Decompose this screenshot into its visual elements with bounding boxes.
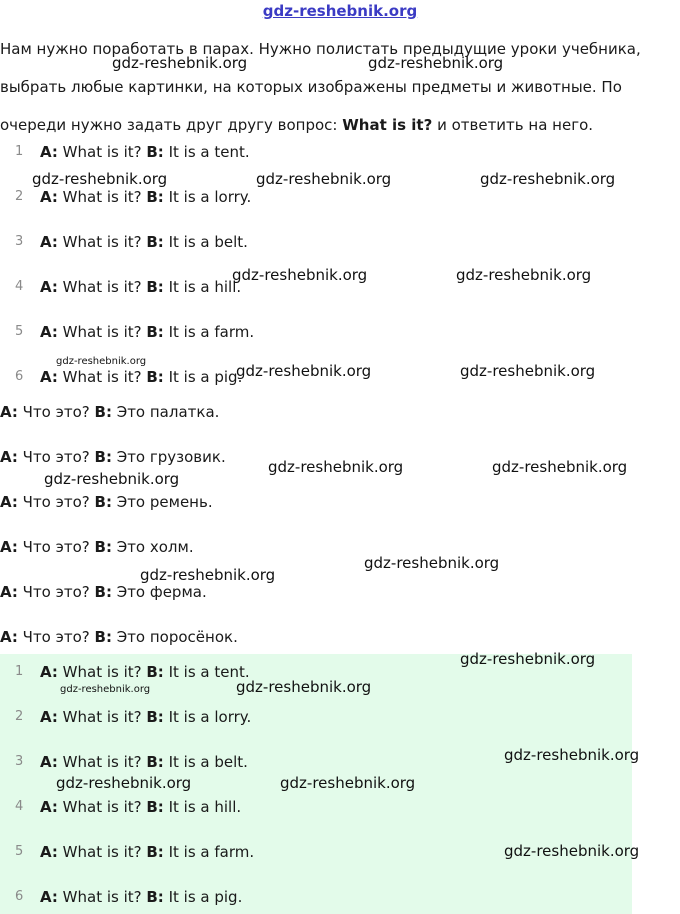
question-text: What is it? <box>57 188 147 206</box>
item-number: 4 <box>15 799 24 814</box>
speaker-b: B: <box>146 233 164 251</box>
speaker-b: B: <box>94 583 112 601</box>
speaker-a: A: <box>40 278 58 296</box>
question-text: What is it? <box>57 233 147 251</box>
question-text: What is it? <box>57 143 147 161</box>
watermark-text: gdz-reshebnik.org <box>504 746 640 764</box>
watermark-text: gdz-reshebnik.org <box>460 650 596 668</box>
watermark-text: gdz-reshebnik.org <box>368 54 504 72</box>
speaker-a: A: <box>40 708 58 726</box>
item-number: 5 <box>15 844 24 859</box>
watermark-text: gdz-reshebnik.org <box>232 266 368 284</box>
speaker-a: A: <box>40 843 58 861</box>
speaker-a: A: <box>40 368 58 386</box>
speaker-a: A: <box>40 323 58 341</box>
question-text: Что это? <box>17 493 95 511</box>
speaker-b: B: <box>146 753 164 771</box>
translation-item <box>0 625 238 649</box>
watermark-text: gdz-reshebnik.org <box>112 54 248 72</box>
dialogue-line <box>40 705 251 729</box>
watermark-text: gdz-reshebnik.org <box>236 678 372 696</box>
speaker-b: B: <box>94 538 112 556</box>
speaker-b: B: <box>146 188 164 206</box>
intro-text-2: и ответить на него. <box>432 116 594 134</box>
speaker-b: B: <box>146 663 164 681</box>
answer-text: Это ферма. <box>111 583 207 601</box>
dialogue-line <box>40 275 241 299</box>
answer-text: It is a hill. <box>163 278 242 296</box>
watermark-text: gdz-reshebnik.org <box>44 470 180 488</box>
question-text: What is it? <box>57 753 147 771</box>
dialogue-line <box>40 365 242 389</box>
answer-text: It is a pig. <box>163 368 243 386</box>
speaker-a: A: <box>40 188 58 206</box>
item-number: 1 <box>15 144 24 159</box>
question-text: What is it? <box>57 798 147 816</box>
question-text: Что это? <box>17 583 95 601</box>
watermark-text: gdz-reshebnik.org <box>236 362 372 380</box>
answer-text: It is a tent. <box>163 663 250 681</box>
answer-text: It is a hill. <box>163 798 242 816</box>
answer-text: It is a farm. <box>163 843 255 861</box>
answer-text: Это ремень. <box>111 493 213 511</box>
watermark-text: gdz-reshebnik.org <box>492 458 628 476</box>
item-number: 1 <box>15 664 24 679</box>
translation-item <box>0 490 213 514</box>
watermark-text: gdz-reshebnik.org <box>60 684 151 695</box>
question-text: What is it? <box>57 708 147 726</box>
task-instructions <box>0 30 678 144</box>
speaker-b: B: <box>94 628 112 646</box>
watermark-text: gdz-reshebnik.org <box>56 774 192 792</box>
speaker-b: B: <box>146 143 164 161</box>
item-number: 2 <box>15 189 24 204</box>
translation-item <box>0 535 194 559</box>
answer-text: Это грузовик. <box>111 448 226 466</box>
watermark-text: gdz-reshebnik.org <box>480 170 616 188</box>
question-text: What is it? <box>57 888 147 906</box>
watermark-text: gdz-reshebnik.org <box>56 356 147 367</box>
answer-text: Это палатка. <box>111 403 220 421</box>
speaker-a: A: <box>0 628 18 646</box>
speaker-a: A: <box>40 753 58 771</box>
speaker-a: A: <box>0 493 18 511</box>
site-header-link[interactable]: gdz-reshebnik.org <box>262 2 418 20</box>
answer-text: It is a belt. <box>163 753 248 771</box>
dialogue-line <box>40 140 250 164</box>
item-number: 3 <box>15 234 24 249</box>
intro-text-1: Нам нужно поработать в парах. Нужно полистать предыдущие уроки учебника, выбрать любые картинки, на которых изображены предметы и животные. По очереди нужно задать друг другу вопрос: <box>0 40 641 134</box>
watermark-text: gdz-reshebnik.org <box>460 362 596 380</box>
speaker-b: B: <box>94 448 112 466</box>
answer-text: It is a tent. <box>163 143 250 161</box>
question-text: Что это? <box>17 448 95 466</box>
dialogue-line <box>40 885 242 909</box>
dialogue-line <box>40 185 251 209</box>
item-number: 5 <box>15 324 24 339</box>
answer-text: It is a pig. <box>163 888 243 906</box>
watermark-text: gdz-reshebnik.org <box>140 566 276 584</box>
speaker-a: A: <box>40 663 58 681</box>
watermark-text: gdz-reshebnik.org <box>504 842 640 860</box>
translation-item <box>0 445 226 469</box>
question-text: Что это? <box>17 628 95 646</box>
speaker-b: B: <box>146 843 164 861</box>
answer-text: It is a lorry. <box>163 188 252 206</box>
speaker-a: A: <box>0 403 18 421</box>
question-text: What is it? <box>57 843 147 861</box>
item-number: 2 <box>15 709 24 724</box>
item-number: 6 <box>15 369 24 384</box>
answer-text: Это холм. <box>111 538 194 556</box>
watermark-text: gdz-reshebnik.org <box>32 170 168 188</box>
answer-text: Это поросёнок. <box>111 628 238 646</box>
item-number: 3 <box>15 754 24 769</box>
question-text: Что это? <box>17 403 95 421</box>
answer-text: It is a belt. <box>163 233 248 251</box>
answer-text: It is a farm. <box>163 323 255 341</box>
dialogue-line <box>40 320 254 344</box>
answer-text: It is a lorry. <box>163 708 252 726</box>
speaker-b: B: <box>146 323 164 341</box>
dialogue-line <box>40 840 254 864</box>
item-number: 6 <box>15 889 24 904</box>
speaker-b: B: <box>146 708 164 726</box>
question-text: Что это? <box>17 538 95 556</box>
dialogue-line <box>40 795 241 819</box>
dialogue-line <box>40 230 248 254</box>
speaker-b: B: <box>146 798 164 816</box>
item-number: 4 <box>15 279 24 294</box>
question-text: What is it? <box>57 368 147 386</box>
speaker-b: B: <box>146 368 164 386</box>
watermark-text: gdz-reshebnik.org <box>364 554 500 572</box>
speaker-b: B: <box>146 888 164 906</box>
speaker-a: A: <box>40 233 58 251</box>
question-text: What is it? <box>57 278 147 296</box>
speaker-a: A: <box>0 583 18 601</box>
speaker-a: A: <box>40 143 58 161</box>
intro-question-bold: What is it? <box>342 116 433 134</box>
dialogue-line <box>40 750 248 774</box>
speaker-b: B: <box>146 278 164 296</box>
watermark-text: gdz-reshebnik.org <box>268 458 404 476</box>
question-text: What is it? <box>57 663 147 681</box>
speaker-a: A: <box>40 888 58 906</box>
watermark-text: gdz-reshebnik.org <box>256 170 392 188</box>
dialogue-line <box>40 660 250 684</box>
watermark-text: gdz-reshebnik.org <box>280 774 416 792</box>
speaker-a: A: <box>0 538 18 556</box>
question-text: What is it? <box>57 323 147 341</box>
speaker-a: A: <box>0 448 18 466</box>
speaker-b: B: <box>94 403 112 421</box>
watermark-text: gdz-reshebnik.org <box>456 266 592 284</box>
speaker-b: B: <box>94 493 112 511</box>
speaker-a: A: <box>40 798 58 816</box>
translation-item <box>0 400 219 424</box>
